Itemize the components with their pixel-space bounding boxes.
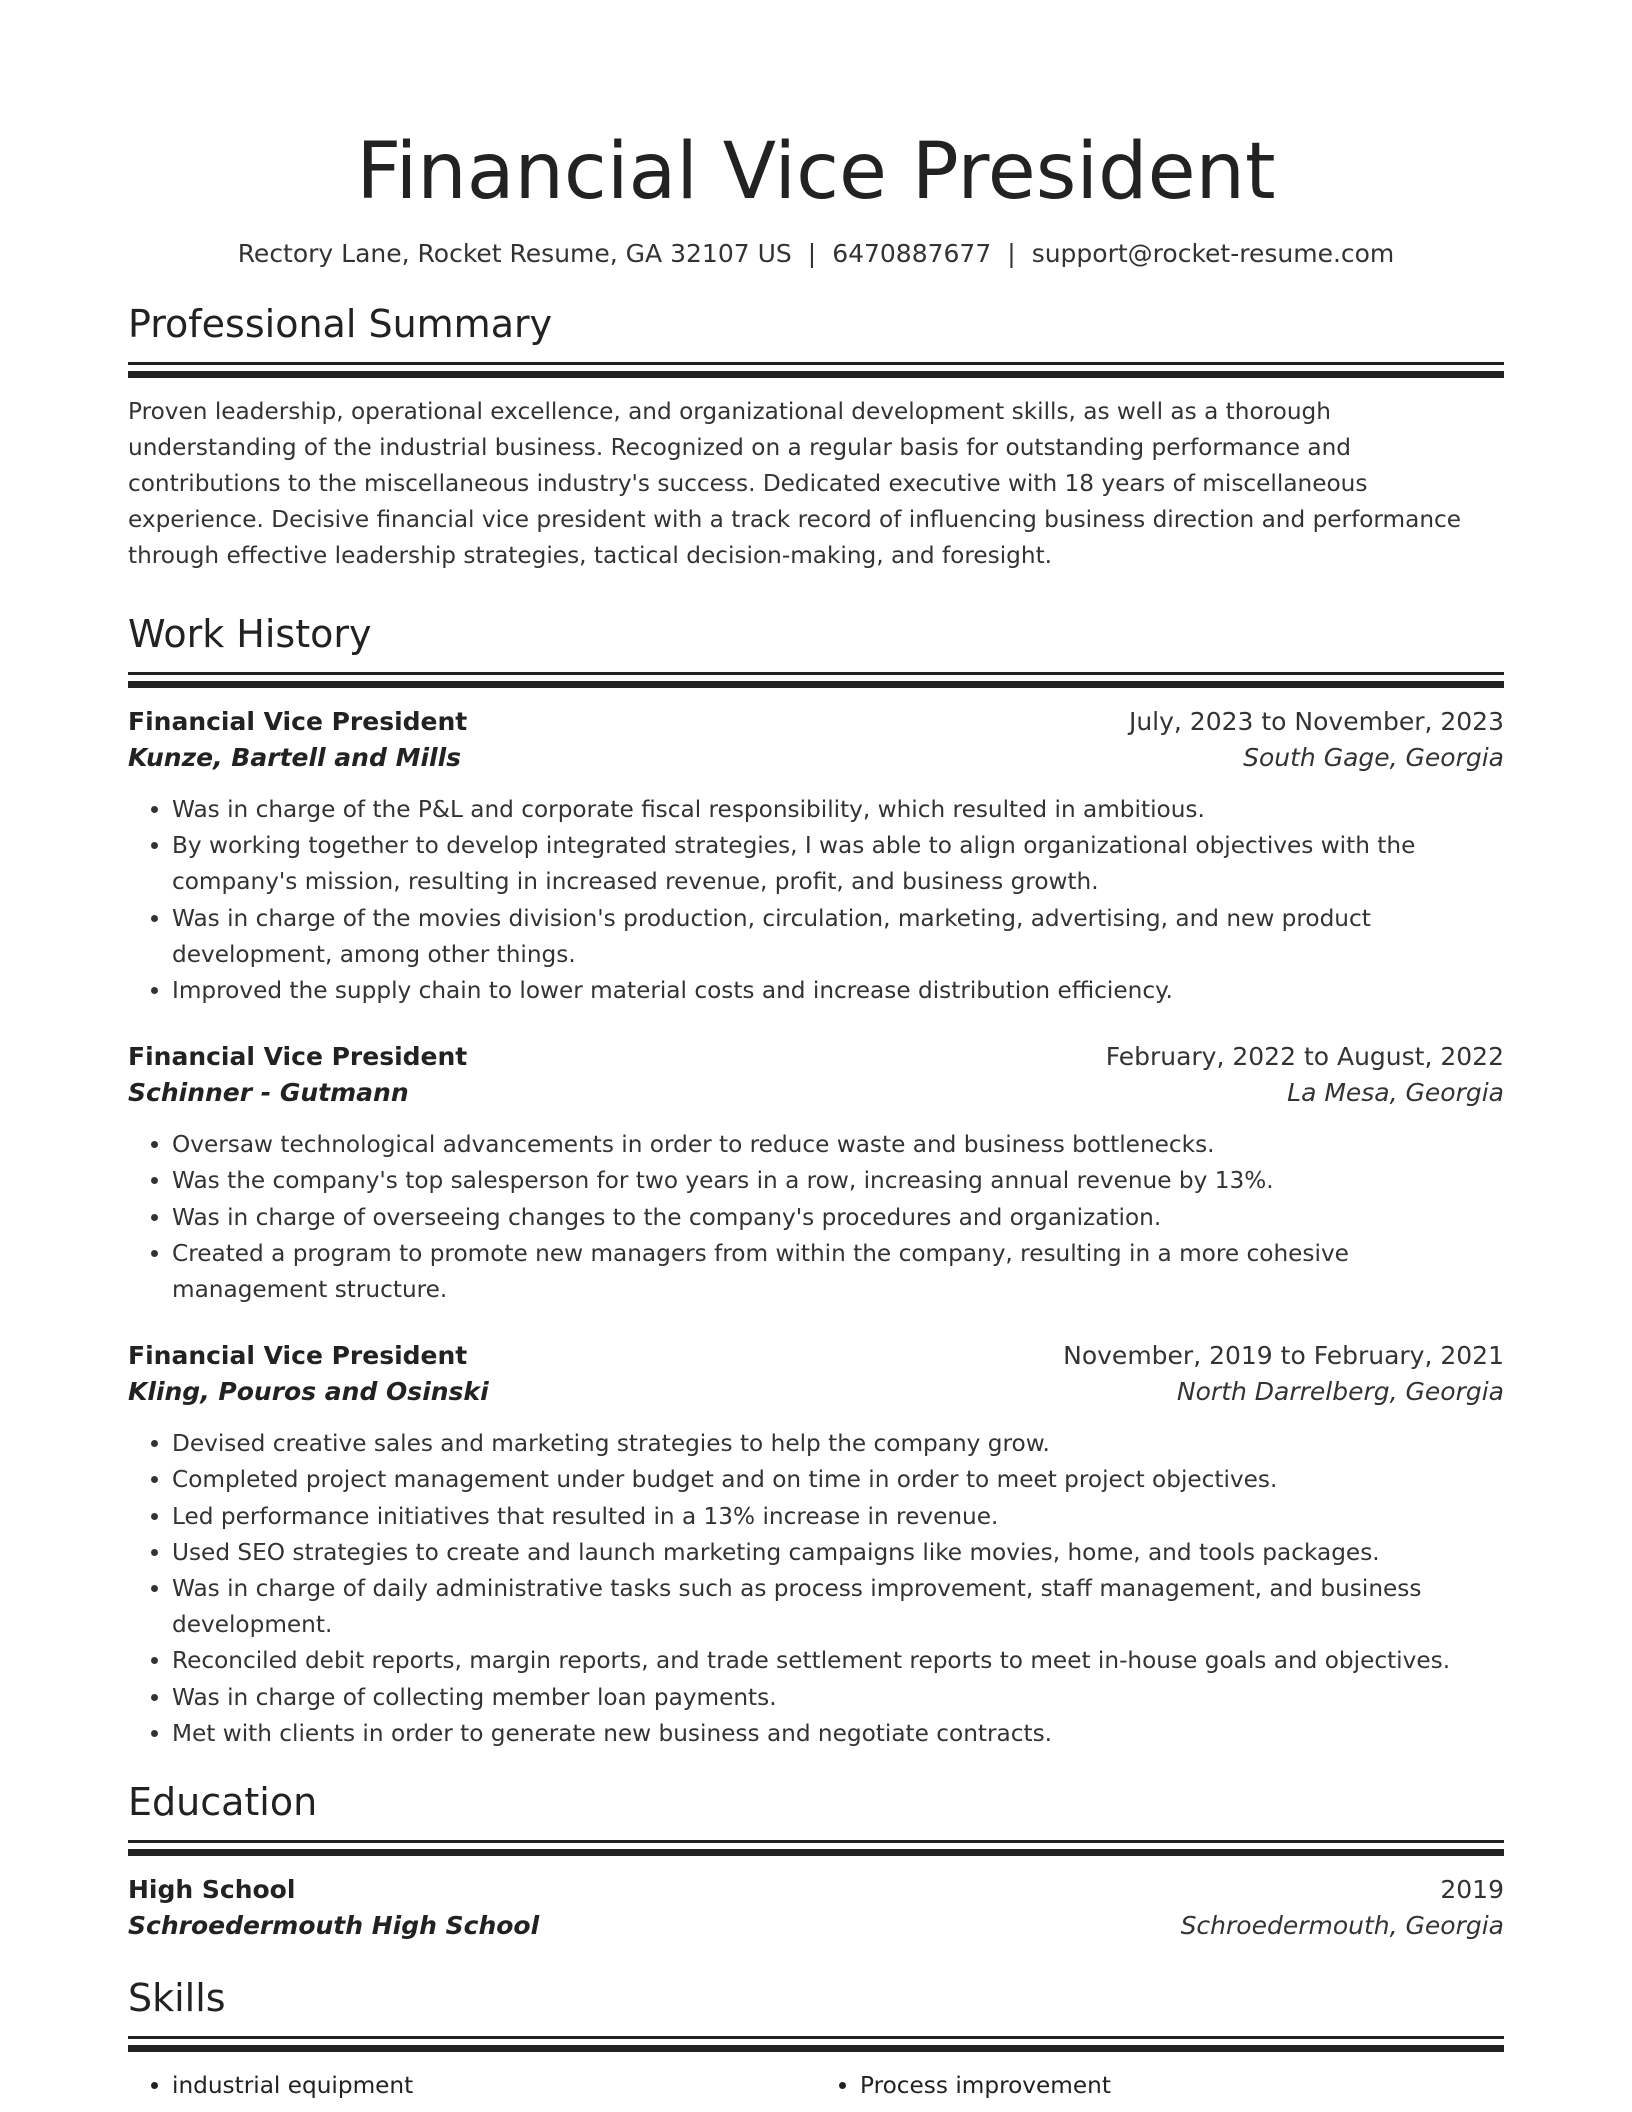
list-item: • Oversaw technological advancements in order to reduce waste and business bottlenecks.	[172, 1127, 1504, 1163]
list-item: • Was in charge of the movies division's production, circulation, marketing, advertising, and new product development, among other things.	[172, 901, 1504, 973]
list-item: • Completed project management under budget and on time in order to meet project objectives.	[172, 1462, 1504, 1498]
job-subheader	[128, 1374, 1504, 1410]
education-location: Schroedermouth, Georgia	[1180, 1911, 1504, 1941]
list-item: • Led performance initiatives that resulted in a 13% increase in revenue.	[172, 1499, 1504, 1535]
job-company: Kunze, Bartell and Mills	[128, 743, 462, 772]
education-degree: High School	[128, 1875, 296, 1905]
job-company: Schinner - Gutmann	[128, 1078, 409, 1108]
education-school: Schroedermouth High School	[128, 1911, 540, 1941]
skills-columns	[128, 2068, 1504, 2104]
section-divider	[128, 672, 1504, 675]
skills-list-left	[128, 2068, 816, 2104]
list-item: • Used SEO strategies to create and launch marketing campaigns like movies, home, and tools packages.	[172, 1535, 1504, 1571]
section-title-education: Education	[128, 1780, 318, 1825]
job-entry	[128, 1338, 1504, 1752]
list-item: • Was the company's top salesperson for two years in a row, increasing annual revenue by 13%.	[172, 1163, 1504, 1199]
section-divider	[128, 2036, 1504, 2039]
summary-section	[128, 300, 1504, 574]
job-subheader	[128, 1075, 1504, 1111]
section-divider	[128, 1849, 1504, 1856]
section-title-skills: Skills	[128, 1976, 226, 2021]
list-item: • Reconciled debit reports, margin reports, and trade settlement reports to meet in-house goals and objectives.	[172, 1643, 1504, 1679]
section-divider	[128, 371, 1504, 378]
education-section	[128, 1778, 1504, 1944]
education-header	[128, 1872, 1504, 1908]
contact-phone: 6470887677	[832, 239, 992, 268]
job-title: Financial Vice President	[128, 1341, 468, 1371]
section-divider	[128, 1840, 1504, 1843]
job-entry	[128, 1039, 1504, 1308]
section-title-summary: Professional Summary	[128, 302, 553, 346]
job-bullets	[128, 792, 1504, 1009]
work-section	[128, 610, 1504, 1752]
resume-name: Financial Vice President	[356, 127, 1276, 217]
list-item: • Process improvement	[860, 2068, 1504, 2104]
contact-address: Rectory Lane, Rocket Resume, GA 32107 US	[237, 239, 792, 268]
education-subheader	[128, 1908, 1504, 1944]
job-location: La Mesa, Georgia	[1287, 1078, 1504, 1108]
job-subheader	[128, 740, 1504, 776]
job-entry	[128, 704, 1504, 1009]
job-dates: November, 2019 to February, 2021	[1063, 1341, 1504, 1371]
job-bullets	[128, 1127, 1504, 1308]
list-item: • Improved the supply chain to lower material costs and increase distribution efficiency.	[172, 973, 1504, 1009]
section-divider	[128, 362, 1504, 365]
section-divider	[128, 2045, 1504, 2052]
list-item: • By working together to develop integrated strategies, I was able to align organizational objectives with the company's mission, resulting in increased revenue, profit, and business growth.	[172, 828, 1504, 900]
list-item: • Devised creative sales and marketing strategies to help the company grow.	[172, 1426, 1504, 1462]
list-item: • Was in charge of overseeing changes to the company's procedures and organization.	[172, 1200, 1504, 1236]
section-title-work: Work History	[128, 612, 372, 656]
education-entry	[128, 1872, 1504, 1944]
job-location: North Darrelberg, Georgia	[1176, 1377, 1504, 1407]
job-dates: February, 2022 to August, 2022	[1105, 1042, 1504, 1072]
skills-list-right	[816, 2068, 1504, 2104]
contact-line	[128, 238, 1504, 270]
contact-separator: |	[807, 239, 817, 268]
job-bullets	[128, 1426, 1504, 1752]
list-item: • industrial equipment	[172, 2068, 816, 2104]
list-item: • Was in charge of daily administrative tasks such as process improvement, staff management, and business development.	[172, 1571, 1504, 1643]
list-item: • Created a program to promote new managers from within the company, resulting in a more cohesive management structure.	[172, 1236, 1504, 1308]
education-year: 2019	[1440, 1875, 1504, 1905]
list-item: • Was in charge of collecting member loan payments.	[172, 1680, 1504, 1716]
section-divider	[128, 681, 1504, 688]
job-title: Financial Vice President	[128, 1042, 468, 1072]
job-title: Financial Vice President	[128, 707, 468, 736]
resume-page	[128, 0, 1504, 2104]
contact-separator: |	[1007, 239, 1016, 268]
job-header	[128, 1039, 1504, 1075]
summary-text: Proven leadership, operational excellence, and organizational development skills, as well as a thorough understanding of the industrial business. Recognized on a regular basis for outstanding performance and contributions to the miscellaneous industry's success. Dedicated executive with 18 years of miscellaneous experience. Decisive financial vice president with a track record of influencing business direction and performance through effective leadership strategies, tactical decision-making, and foresight.	[128, 398, 1462, 569]
job-company: Kling, Pouros and Osinski	[128, 1377, 489, 1407]
list-item: • Was in charge of the P&L and corporate fiscal responsibility, which resulted in ambitious.	[172, 792, 1504, 828]
skills-section	[128, 1974, 1504, 2104]
job-header	[128, 1338, 1504, 1374]
job-location: South Gage, Georgia	[1243, 743, 1504, 772]
list-item: • Met with clients in order to generate new business and negotiate contracts.	[172, 1716, 1504, 1752]
contact-email: support@rocket-resume.com	[1031, 239, 1395, 268]
job-header	[128, 704, 1504, 740]
job-dates: July, 2023 to November, 2023	[1128, 707, 1504, 736]
